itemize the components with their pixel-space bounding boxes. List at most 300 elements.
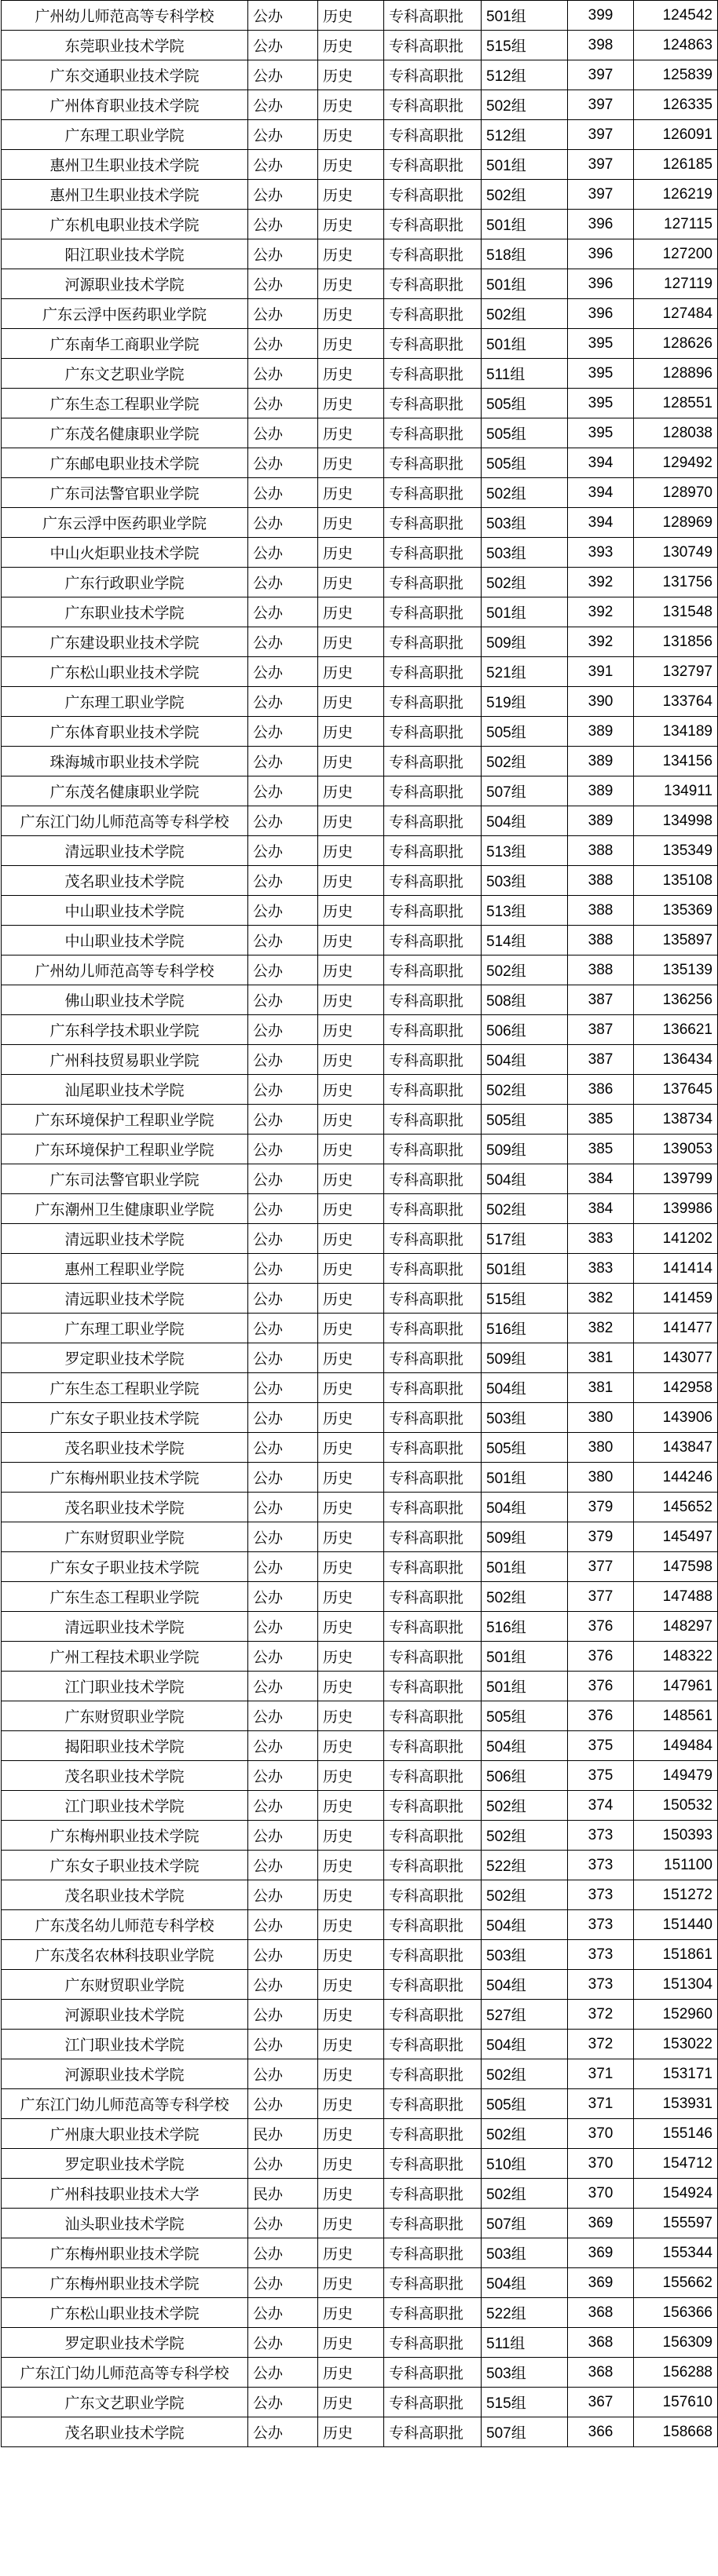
subject-cell: 历史 — [318, 1910, 384, 1940]
school-name-cell: 广东司法警官职业学院 — [2, 1164, 248, 1194]
subject-cell: 历史 — [318, 31, 384, 60]
group-cell: 502组 — [482, 1075, 568, 1105]
min-rank-cell: 133764 — [634, 687, 718, 717]
school-name-cell: 广东茂名农林科技职业学院 — [2, 1940, 248, 1970]
batch-cell: 专科高职批 — [384, 627, 482, 657]
group-cell: 501组 — [482, 1, 568, 31]
ownership-cell: 公办 — [248, 1642, 318, 1672]
min-score-cell: 381 — [568, 1373, 634, 1403]
batch-cell: 专科高职批 — [384, 478, 482, 508]
min-score-cell: 393 — [568, 538, 634, 568]
min-rank-cell: 127484 — [634, 299, 718, 329]
ownership-cell: 公办 — [248, 1284, 318, 1314]
table-row — [2, 2328, 718, 2358]
table-row — [2, 2238, 718, 2268]
subject-cell: 历史 — [318, 90, 384, 120]
batch-cell: 专科高职批 — [384, 1940, 482, 1970]
subject-cell: 历史 — [318, 1582, 384, 1612]
table-row — [2, 568, 718, 597]
school-name-cell: 惠州卫生职业技术学院 — [2, 180, 248, 210]
table-body — [2, 1, 718, 2447]
batch-cell: 专科高职批 — [384, 1105, 482, 1135]
ownership-cell: 公办 — [248, 1851, 318, 1880]
ownership-cell: 公办 — [248, 2268, 318, 2298]
ownership-cell: 公办 — [248, 2149, 318, 2179]
subject-cell: 历史 — [318, 985, 384, 1015]
group-cell: 503组 — [482, 538, 568, 568]
min-score-cell: 368 — [568, 2298, 634, 2328]
school-name-cell: 茂名职业技术学院 — [2, 1433, 248, 1463]
min-rank-cell: 137645 — [634, 1075, 718, 1105]
min-score-cell: 397 — [568, 60, 634, 90]
min-score-cell: 389 — [568, 747, 634, 776]
subject-cell: 历史 — [318, 1612, 384, 1642]
min-score-cell: 366 — [568, 2417, 634, 2447]
min-rank-cell: 128551 — [634, 389, 718, 418]
school-name-cell: 广东松山职业技术学院 — [2, 2298, 248, 2328]
min-rank-cell: 150393 — [634, 1821, 718, 1851]
min-rank-cell: 152960 — [634, 2000, 718, 2030]
min-rank-cell: 153171 — [634, 2059, 718, 2089]
ownership-cell: 公办 — [248, 31, 318, 60]
ownership-cell: 公办 — [248, 1194, 318, 1224]
subject-cell: 历史 — [318, 2298, 384, 2328]
school-name-cell: 广东邮电职业技术学院 — [2, 448, 248, 478]
school-name-cell: 茂名职业技术学院 — [2, 866, 248, 896]
min-score-cell: 369 — [568, 2268, 634, 2298]
min-score-cell: 389 — [568, 806, 634, 836]
table-row — [2, 1821, 718, 1851]
group-cell: 502组 — [482, 955, 568, 985]
batch-cell: 专科高职批 — [384, 1851, 482, 1880]
batch-cell: 专科高职批 — [384, 1672, 482, 1701]
ownership-cell: 公办 — [248, 1373, 318, 1403]
table-row — [2, 2089, 718, 2119]
min-rank-cell: 131756 — [634, 568, 718, 597]
school-name-cell: 惠州工程职业学院 — [2, 1254, 248, 1284]
group-cell: 502组 — [482, 1194, 568, 1224]
table-row — [2, 1373, 718, 1403]
min-score-cell: 368 — [568, 2328, 634, 2358]
ownership-cell: 公办 — [248, 1433, 318, 1463]
subject-cell: 历史 — [318, 1970, 384, 2000]
table-row — [2, 657, 718, 687]
min-score-cell: 394 — [568, 448, 634, 478]
min-score-cell: 392 — [568, 627, 634, 657]
min-score-cell: 386 — [568, 1075, 634, 1105]
ownership-cell: 公办 — [248, 2328, 318, 2358]
group-cell: 518组 — [482, 239, 568, 269]
group-cell: 515组 — [482, 2388, 568, 2417]
school-name-cell: 广东体育职业技术学院 — [2, 717, 248, 747]
group-cell: 509组 — [482, 1343, 568, 1373]
subject-cell: 历史 — [318, 866, 384, 896]
school-name-cell: 广东茂名健康职业学院 — [2, 418, 248, 448]
min-rank-cell: 155344 — [634, 2238, 718, 2268]
min-score-cell: 376 — [568, 1642, 634, 1672]
batch-cell: 专科高职批 — [384, 836, 482, 866]
batch-cell: 专科高职批 — [384, 31, 482, 60]
min-rank-cell: 127200 — [634, 239, 718, 269]
table-row — [2, 1403, 718, 1433]
min-rank-cell: 135349 — [634, 836, 718, 866]
table-row — [2, 90, 718, 120]
group-cell: 503组 — [482, 866, 568, 896]
min-score-cell: 388 — [568, 955, 634, 985]
table-row — [2, 1761, 718, 1791]
table-row — [2, 926, 718, 955]
table-row — [2, 2388, 718, 2417]
group-cell: 516组 — [482, 1314, 568, 1343]
min-score-cell: 387 — [568, 1015, 634, 1045]
min-rank-cell: 139986 — [634, 1194, 718, 1224]
table-row — [2, 359, 718, 389]
school-name-cell: 揭阳职业技术学院 — [2, 1731, 248, 1761]
batch-cell: 专科高职批 — [384, 866, 482, 896]
batch-cell: 专科高职批 — [384, 1970, 482, 2000]
group-cell: 502组 — [482, 568, 568, 597]
min-rank-cell: 148297 — [634, 1612, 718, 1642]
batch-cell: 专科高职批 — [384, 1015, 482, 1045]
ownership-cell: 公办 — [248, 1164, 318, 1194]
group-cell: 510组 — [482, 2149, 568, 2179]
ownership-cell: 公办 — [248, 2209, 318, 2238]
table-row — [2, 1731, 718, 1761]
min-rank-cell: 156309 — [634, 2328, 718, 2358]
table-row — [2, 866, 718, 896]
group-cell: 507组 — [482, 776, 568, 806]
school-name-cell: 广州康大职业技术学院 — [2, 2119, 248, 2149]
table-row — [2, 180, 718, 210]
subject-cell: 历史 — [318, 1493, 384, 1522]
batch-cell: 专科高职批 — [384, 1284, 482, 1314]
min-score-cell: 395 — [568, 418, 634, 448]
table-row — [2, 210, 718, 239]
group-cell: 512组 — [482, 120, 568, 150]
school-name-cell: 广东财贸职业学院 — [2, 1970, 248, 2000]
batch-cell: 专科高职批 — [384, 1254, 482, 1284]
table-row — [2, 1135, 718, 1164]
min-score-cell: 371 — [568, 2059, 634, 2089]
ownership-cell: 公办 — [248, 1314, 318, 1343]
table-row — [2, 1522, 718, 1552]
min-rank-cell: 126185 — [634, 150, 718, 180]
group-cell: 511组 — [482, 2328, 568, 2358]
batch-cell: 专科高职批 — [384, 1194, 482, 1224]
subject-cell: 历史 — [318, 955, 384, 985]
school-name-cell: 茂名职业技术学院 — [2, 1761, 248, 1791]
group-cell: 505组 — [482, 717, 568, 747]
min-score-cell: 369 — [568, 2209, 634, 2238]
ownership-cell: 公办 — [248, 1821, 318, 1851]
subject-cell: 历史 — [318, 1224, 384, 1254]
school-name-cell: 江门职业技术学院 — [2, 1672, 248, 1701]
school-name-cell: 东莞职业技术学院 — [2, 31, 248, 60]
subject-cell: 历史 — [318, 1731, 384, 1761]
group-cell: 502组 — [482, 1821, 568, 1851]
school-name-cell: 广东生态工程职业学院 — [2, 1582, 248, 1612]
min-score-cell: 370 — [568, 2149, 634, 2179]
school-name-cell: 广东云浮中医药职业学院 — [2, 299, 248, 329]
table-row — [2, 896, 718, 926]
min-score-cell: 397 — [568, 90, 634, 120]
batch-cell: 专科高职批 — [384, 269, 482, 299]
subject-cell: 历史 — [318, 448, 384, 478]
batch-cell: 专科高职批 — [384, 150, 482, 180]
min-score-cell: 373 — [568, 1880, 634, 1910]
table-row — [2, 1343, 718, 1373]
school-name-cell: 罗定职业技术学院 — [2, 1343, 248, 1373]
subject-cell: 历史 — [318, 329, 384, 359]
table-row — [2, 1463, 718, 1493]
batch-cell: 专科高职批 — [384, 1343, 482, 1373]
batch-cell: 专科高职批 — [384, 508, 482, 538]
subject-cell: 历史 — [318, 1254, 384, 1284]
min-score-cell: 380 — [568, 1403, 634, 1433]
min-score-cell: 374 — [568, 1791, 634, 1821]
table-row — [2, 538, 718, 568]
school-name-cell: 广东理工职业学院 — [2, 1314, 248, 1343]
school-name-cell: 广东科学技术职业学院 — [2, 1015, 248, 1045]
group-cell: 501组 — [482, 1642, 568, 1672]
table-row — [2, 1552, 718, 1582]
group-cell: 517组 — [482, 1224, 568, 1254]
school-name-cell: 广东行政职业学院 — [2, 568, 248, 597]
min-rank-cell: 134911 — [634, 776, 718, 806]
group-cell: 502组 — [482, 478, 568, 508]
min-rank-cell: 151861 — [634, 1940, 718, 1970]
group-cell: 509组 — [482, 1522, 568, 1552]
ownership-cell: 公办 — [248, 866, 318, 896]
min-score-cell: 392 — [568, 597, 634, 627]
batch-cell: 专科高职批 — [384, 1403, 482, 1433]
group-cell: 502组 — [482, 1791, 568, 1821]
batch-cell: 专科高职批 — [384, 1552, 482, 1582]
ownership-cell: 公办 — [248, 239, 318, 269]
table-row — [2, 239, 718, 269]
table-row — [2, 806, 718, 836]
school-name-cell: 广东财贸职业学院 — [2, 1522, 248, 1552]
ownership-cell: 公办 — [248, 2089, 318, 2119]
subject-cell: 历史 — [318, 210, 384, 239]
subject-cell: 历史 — [318, 180, 384, 210]
school-name-cell: 广州体育职业技术学院 — [2, 90, 248, 120]
min-score-cell: 370 — [568, 2119, 634, 2149]
subject-cell: 历史 — [318, 478, 384, 508]
batch-cell: 专科高职批 — [384, 2149, 482, 2179]
school-name-cell: 广东梅州职业技术学院 — [2, 2268, 248, 2298]
min-score-cell: 373 — [568, 1940, 634, 1970]
table-row — [2, 329, 718, 359]
subject-cell: 历史 — [318, 1552, 384, 1582]
ownership-cell: 公办 — [248, 2358, 318, 2388]
school-name-cell: 茂名职业技术学院 — [2, 1880, 248, 1910]
subject-cell: 历史 — [318, 1642, 384, 1672]
subject-cell: 历史 — [318, 150, 384, 180]
min-score-cell: 387 — [568, 1045, 634, 1075]
subject-cell: 历史 — [318, 776, 384, 806]
group-cell: 501组 — [482, 269, 568, 299]
table-row — [2, 2298, 718, 2328]
table-row — [2, 1612, 718, 1642]
table-row — [2, 2358, 718, 2388]
ownership-cell: 公办 — [248, 1463, 318, 1493]
min-rank-cell: 127115 — [634, 210, 718, 239]
table-row — [2, 1910, 718, 1940]
min-score-cell: 373 — [568, 1970, 634, 2000]
subject-cell: 历史 — [318, 2417, 384, 2447]
min-rank-cell: 151440 — [634, 1910, 718, 1940]
min-score-cell: 375 — [568, 1761, 634, 1791]
min-rank-cell: 155146 — [634, 2119, 718, 2149]
min-rank-cell: 149479 — [634, 1761, 718, 1791]
school-name-cell: 惠州卫生职业技术学院 — [2, 150, 248, 180]
min-score-cell: 371 — [568, 2089, 634, 2119]
min-rank-cell: 134189 — [634, 717, 718, 747]
group-cell: 505组 — [482, 1433, 568, 1463]
school-name-cell: 广州幼儿师范高等专科学校 — [2, 955, 248, 985]
min-rank-cell: 151100 — [634, 1851, 718, 1880]
table-row — [2, 2059, 718, 2089]
min-rank-cell: 151272 — [634, 1880, 718, 1910]
table-row — [2, 1194, 718, 1224]
ownership-cell: 公办 — [248, 1135, 318, 1164]
table-row — [2, 597, 718, 627]
table-row — [2, 1970, 718, 2000]
ownership-cell: 公办 — [248, 508, 318, 538]
subject-cell: 历史 — [318, 687, 384, 717]
subject-cell: 历史 — [318, 568, 384, 597]
group-cell: 502组 — [482, 2059, 568, 2089]
table-row — [2, 1672, 718, 1701]
group-cell: 522组 — [482, 1851, 568, 1880]
table-row — [2, 2268, 718, 2298]
table-row — [2, 1791, 718, 1821]
min-score-cell: 377 — [568, 1552, 634, 1582]
min-rank-cell: 143077 — [634, 1343, 718, 1373]
min-rank-cell: 141202 — [634, 1224, 718, 1254]
batch-cell: 专科高职批 — [384, 2298, 482, 2328]
group-cell: 513组 — [482, 896, 568, 926]
group-cell: 504组 — [482, 1493, 568, 1522]
min-rank-cell: 157610 — [634, 2388, 718, 2417]
table-row — [2, 389, 718, 418]
table-row — [2, 1284, 718, 1314]
min-rank-cell: 128896 — [634, 359, 718, 389]
batch-cell: 专科高职批 — [384, 1791, 482, 1821]
school-name-cell: 中山职业技术学院 — [2, 926, 248, 955]
min-score-cell: 376 — [568, 1672, 634, 1701]
subject-cell: 历史 — [318, 2000, 384, 2030]
subject-cell: 历史 — [318, 1015, 384, 1045]
min-score-cell: 389 — [568, 717, 634, 747]
subject-cell: 历史 — [318, 2149, 384, 2179]
min-score-cell: 382 — [568, 1284, 634, 1314]
min-score-cell: 396 — [568, 269, 634, 299]
batch-cell: 专科高职批 — [384, 926, 482, 955]
subject-cell: 历史 — [318, 2119, 384, 2149]
school-name-cell: 河源职业技术学院 — [2, 2000, 248, 2030]
ownership-cell: 公办 — [248, 329, 318, 359]
group-cell: 505组 — [482, 1105, 568, 1135]
min-score-cell: 372 — [568, 2000, 634, 2030]
min-score-cell: 376 — [568, 1701, 634, 1731]
school-name-cell: 广东生态工程职业学院 — [2, 1373, 248, 1403]
ownership-cell: 公办 — [248, 2298, 318, 2328]
table-row — [2, 985, 718, 1015]
school-name-cell: 佛山职业技术学院 — [2, 985, 248, 1015]
table-row — [2, 120, 718, 150]
table-row — [2, 150, 718, 180]
table-row — [2, 2119, 718, 2149]
batch-cell: 专科高职批 — [384, 2238, 482, 2268]
min-rank-cell: 126219 — [634, 180, 718, 210]
group-cell: 511组 — [482, 359, 568, 389]
min-rank-cell: 129492 — [634, 448, 718, 478]
group-cell: 504组 — [482, 1970, 568, 2000]
subject-cell: 历史 — [318, 1403, 384, 1433]
ownership-cell: 公办 — [248, 2030, 318, 2059]
subject-cell: 历史 — [318, 1940, 384, 1970]
batch-cell: 专科高职批 — [384, 448, 482, 478]
table-row — [2, 1314, 718, 1343]
batch-cell: 专科高职批 — [384, 418, 482, 448]
subject-cell: 历史 — [318, 389, 384, 418]
ownership-cell: 公办 — [248, 657, 318, 687]
table-row — [2, 508, 718, 538]
min-score-cell: 375 — [568, 1731, 634, 1761]
group-cell: 503组 — [482, 1403, 568, 1433]
batch-cell: 专科高职批 — [384, 2089, 482, 2119]
min-rank-cell: 134998 — [634, 806, 718, 836]
subject-cell: 历史 — [318, 1194, 384, 1224]
table-row — [2, 31, 718, 60]
min-score-cell: 395 — [568, 329, 634, 359]
ownership-cell: 公办 — [248, 1731, 318, 1761]
min-score-cell: 384 — [568, 1194, 634, 1224]
subject-cell: 历史 — [318, 747, 384, 776]
subject-cell: 历史 — [318, 1164, 384, 1194]
batch-cell: 专科高职批 — [384, 1761, 482, 1791]
batch-cell: 专科高职批 — [384, 896, 482, 926]
ownership-cell: 公办 — [248, 1880, 318, 1910]
group-cell: 508组 — [482, 985, 568, 1015]
batch-cell: 专科高职批 — [384, 329, 482, 359]
min-rank-cell: 124863 — [634, 31, 718, 60]
school-name-cell: 广东潮州卫生健康职业学院 — [2, 1194, 248, 1224]
group-cell: 509组 — [482, 1135, 568, 1164]
min-rank-cell: 147488 — [634, 1582, 718, 1612]
table-row — [2, 687, 718, 717]
group-cell: 501组 — [482, 597, 568, 627]
school-name-cell: 阳江职业技术学院 — [2, 239, 248, 269]
min-score-cell: 398 — [568, 31, 634, 60]
min-score-cell: 391 — [568, 657, 634, 687]
min-rank-cell: 130749 — [634, 538, 718, 568]
table-row — [2, 1045, 718, 1075]
batch-cell: 专科高职批 — [384, 747, 482, 776]
ownership-cell: 公办 — [248, 1791, 318, 1821]
group-cell: 504组 — [482, 1731, 568, 1761]
min-score-cell: 380 — [568, 1433, 634, 1463]
batch-cell: 专科高职批 — [384, 2000, 482, 2030]
batch-cell: 专科高职批 — [384, 2059, 482, 2089]
subject-cell: 历史 — [318, 2358, 384, 2388]
table-row — [2, 627, 718, 657]
batch-cell: 专科高职批 — [384, 1314, 482, 1343]
group-cell: 502组 — [482, 180, 568, 210]
batch-cell: 专科高职批 — [384, 657, 482, 687]
